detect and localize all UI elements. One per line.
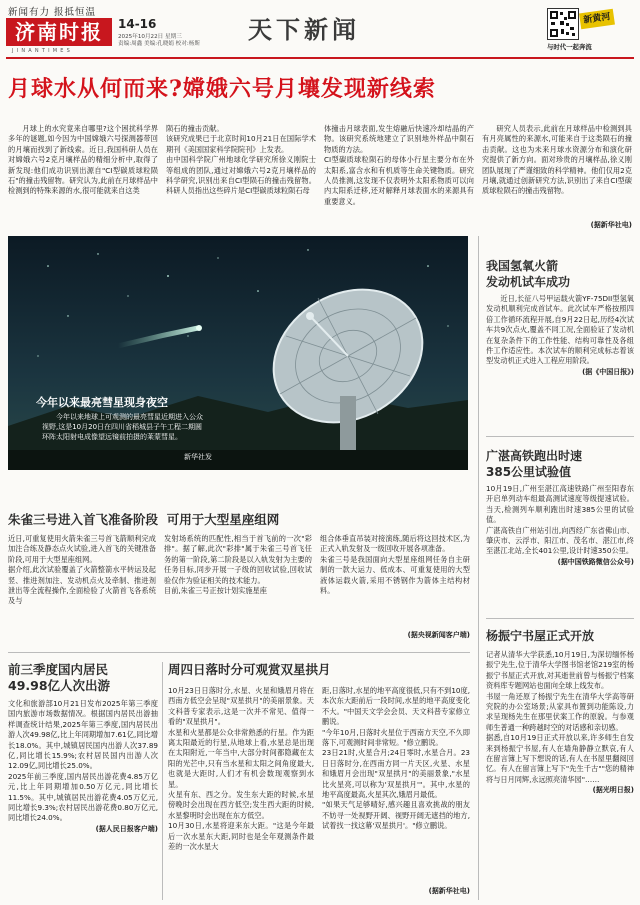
lead-col-1: 月球上的水究竟来自哪里?这个困扰科学界多年的谜题,如今因为中国嫦娥六号探测器带回的月壤而找到了新线索。近日,我国科研人员在对嫦娥六号2克月壤样品的精细分析中,取得了新发现:他们成功识别出源自"CI型碳质球粒陨石"的撞击残留物。研究认为,此前在月球样品中检测到的特殊来源的水,很可能就来自这类 xyxy=(8,124,158,196)
satellite-headline: 朱雀三号进入首飞准备阶段 可用于大型星座组网 xyxy=(8,512,280,527)
railway-story xyxy=(486,448,634,567)
story-divider xyxy=(8,652,470,653)
lead-headline: 月球水从何而来?嫦娥六号月壤发现新线索 xyxy=(8,76,436,102)
masthead-slogan: 新闻有力 报抵恒温 xyxy=(8,7,97,18)
issue-date-line: 2025年10月22日 星期三 xyxy=(118,34,182,40)
railway-credit: (据中国铁路微信公众号) xyxy=(557,557,634,566)
column-divider xyxy=(478,236,479,900)
masthead-rule xyxy=(6,57,634,59)
satellite-col-2: 发射场系统的匹配性,相当于首飞前的一次"彩排"。据了解,此次"彩排"属于朱雀三号首飞任务的第一阶段,第二阶段是以入轨发射为主要的任务目标,同步开展一子级的回收试验,回收试验仅作为验证相关的技术能力。 目前,朱雀三号正按计划实施星座 xyxy=(164,534,312,596)
rocket-story xyxy=(486,258,634,377)
photo-title: 今年以来最亮彗星现身夜空 xyxy=(36,396,168,409)
sky-col-1: 10月23日日落时分,水星、火星和娥眉月将在西南方低空会呈现"双星拱月"的美丽景象。天文科普专家表示,这是一次并不常见、值得一看的"双星拱月"。 水星和火星都是公众非常熟悉的行星。作为距离太阳最近的行星,从地球上看,水星总是出现在太阳附近,一年当中,大部分时间都隐藏在太阳的光芒中,只有当水星和太阳之间角度最大,也就是大距时,人们才有机会数现观察到水星。 火星有东、西之分。发生东大距的时候,水星傍晚时会出现在西方低空;发生西大距的时候,水星黎明时会出现在东方低空。 10月30日,水星将迎来东大距。"这是今年最后一次水星东大距,同时也是全年观测条件最差的一次水星大 xyxy=(168,686,314,852)
lead-col-4: 研究人员表示,此前在月球样品中检测到具有月亮属性的来源水,可能来自于这类陨石的撞击贡献。这也为未来月球水资源分布和演化研究提供了新方向。面对珍贵的月壤样品,徐义刚团队展现了严谨细致的科学精神。他们仅用2克月壤,就通过创新研究方法,识别出了来自CI型碳质球粒陨石的撞击残留物。 xyxy=(482,124,632,196)
railway-headline-2: 385公里试验值 xyxy=(486,465,572,479)
lead-col-3: 体撞击月球表面,发生熔融后快速冷却结晶的产物。该研究系统地建立了识别地外样品中陨石物质的方法。 CI型碳质球粒陨石的母体小行星主要分布在外太阳系,富含水和有机质等生命关键物质。研究人员推测,这发现不仅表明外太阳系物质可以向内太阳系迁移,还对解释月球表面水的来源具有重要意义。 xyxy=(324,124,474,206)
story-divider xyxy=(486,618,634,619)
sky-credit: (据新华社电) xyxy=(428,887,470,895)
tourism-credit: (据人民日报客户端) xyxy=(95,824,158,833)
editor-line: 责编:周鑫 美编:孔晓娟 校对:杨斯 xyxy=(118,41,200,47)
rocket-credit: (据《中国日报》) xyxy=(582,367,634,376)
issue-date xyxy=(118,34,200,48)
sky-headline: 周四日落时分可观赏双星拱月 xyxy=(168,662,331,677)
tourism-story xyxy=(8,662,158,834)
satellite-credit: (据央视新闻客户端) xyxy=(407,631,470,639)
qr-code-icon[interactable] xyxy=(547,8,579,40)
newspaper-logo-subtitle: JINANTIMES xyxy=(12,48,74,54)
photo-caption: 今年以来地球上可观测的最亮彗星近期进入公众视野,这是10月20日在四川省稻城县子午工程二期圆环阵太阳射电成像望远镜前拍摄的莱蒙彗星。 xyxy=(42,413,203,441)
newspaper-logo: 济南时报 xyxy=(6,18,112,46)
bookstore-credit: (据光明日报) xyxy=(592,786,634,795)
railway-headline-1: 广湛高铁跑出时速 xyxy=(486,449,583,463)
bookstore-body: 记者从清华大学获悉,10月19日,为深切缅怀杨振宁先生,位于清华大学图书馆老馆219室的杨振宁书屋正式开放,对其逝世前曾与杨振宁档案资料库专题网站也面向全球上线发布。 书屋一角还原了杨振宁先生在清华大学高等研究院的办公室场景;从家具布置到功能陈设,力求呈现杨先生在那里伏案工作的原貌。与参观师生普通一种跨越时空的对话感和亲切感。 据悉,自10月19日正式开放以来,许多师生自发来到杨振宁书屋,有人在墙角静静立默哀,有人在留言簿上写下想说的话,有人在书屋里翻阅回忆。有人在留言簿上写下"先生千古""您的精神将与日月同辉,永远照亮清华园"…… xyxy=(486,650,634,784)
rocket-headline-2: 发动机试车成功 xyxy=(486,275,571,289)
section-title: 天下新闻 xyxy=(248,15,360,44)
sky-story xyxy=(168,662,470,895)
tourism-headline-2: 49.98亿人次出游 xyxy=(8,678,111,693)
tourism-body: 文化和旅游部10月21日发布2025年第三季度国内旅游市场数据情况。根据国内居民出游抽样调查统计结果,2025年第三季度,国内居民出游人次49.98亿,比上年同期增加7.61亿,同比增长18.0%。其中,城镇居民国内出游人次37.89亿,同比增长15.9%;农村居民国内出游人次12.09亿,同比增长25.0%。 2025年前三季度,国内居民出游花费4.85万亿元,比上年同期增加0.50万亿元,同比增长11.5%。其中,城镇居民出游花费4.05万亿元,同比增长9.3%;农村居民出游花费0.80万亿元,同比增长24.0%。 xyxy=(8,699,158,823)
comet-photo xyxy=(8,236,468,470)
page-number: 14-16 xyxy=(118,17,157,31)
lead-credit: (据新华社电) xyxy=(590,221,632,229)
lead-article xyxy=(8,124,632,234)
brand-logo: 新黄河 xyxy=(579,9,615,30)
bookstore-story xyxy=(486,628,634,795)
rocket-headline-1: 我国氢氧火箭 xyxy=(486,259,559,273)
lead-col-2: 陨石的撞击贡献。 该研究成果已于北京时间10月21日在国际学术期刊《美国国家科学院院刊》上发表。 由中国科学院广州地球化学研究所徐义刚院士等组成的团队,通过对嫦娥六号2克月壤样品的科学研究,识别出来自CI型陨石的撞击残留物。科研人员指出这些碎片是CI型碳质球粒陨石母 xyxy=(166,124,316,196)
brand-slogan: 与时代一起奔流 xyxy=(547,43,592,51)
column-divider xyxy=(162,662,163,900)
photo-credit: 新华社发 xyxy=(184,453,212,461)
satellite-story xyxy=(8,512,470,639)
sky-col-2: 距,日落时,水星的地平高度很低,只有不到10度,本次东大距前后一段时间,水星的地平高度变化不大。"中国天文学会会员、天文科普专家修立鹏说。 "今年10月,日落时火星位于西南方天空,不久即落下,可观测时间非常短。"修立鹏说。 23日21时,火星合月;24日零时,水星合月。23日日落时分,在西南方同一片天区,火星、水星和娥眉月会出现"双星拱月"的美丽景象,"水星比火星亮,可以称为'双星拱月'"。其中,水星的地平高度最高,火星其次,娥眉月最低。 "如果天气足够晴好,感兴趣且喜欢挑战的朋友不妨寻一处视野开阔、视野开阔无遮挡的地方,试着找一找这幕'双星拱月'。"修立鹏说。 xyxy=(322,686,470,831)
tourism-headline-1: 前三季度国内居民 xyxy=(8,662,109,677)
bookstore-headline: 杨振宁书屋正式开放 xyxy=(486,629,595,643)
railway-body: 10月19日,广州至湛江高速铁路广州至阳春东开启单列动车组最高测试速度等级提速试验。当天,检测列车顺利跑出时速385公里的试验值。 广湛高铁自广州站引出,向西经广东省佛山市、肇庆市、云浮市、阳江市、茂名市、湛江市,终至湛江北站,全长401公里,设计时速350公里。 xyxy=(486,484,634,556)
story-divider xyxy=(486,436,634,437)
satellite-col-1: 近日,可重复使用火箭朱雀三号首飞箭顺利完成加注合练及静态点火试验,进入首飞的关键准备阶段,可用于大型星座组网。 据介绍,此次试验覆盖了火箭整箭水平转运及起竖、推进剂加注、发动机点火及牵制、推进剂泄出等全流程操作,全面检验了火箭首飞各系统及与 xyxy=(8,534,156,606)
satellite-col-3: 组合体垂直吊装对接演练,随后将这回技术区,为正式入轨发射及一级回收开展各项准备。 朱雀三号是我国面向大型星座组网任务自主研制的一款大运力、低成本、可重复使用的大型液体运载火箭,采用不锈钢作为箭体主结构材料。 xyxy=(320,534,470,596)
rocket-body: 近日,长征八号甲运载火箭YF-75DII型氢氧发动机顺利完成首试车。此次试车严格按照四倍工作循环流程开展,自9月22日起,历经4次试车共9次点火,覆盖不同工况,全面验证了发动机在复杂条件下的工作性能、结构可靠性及各组件工作适应性。本次试车的顺利完成标志着该型发动机正式进入工程应用阶段。 xyxy=(486,294,634,366)
